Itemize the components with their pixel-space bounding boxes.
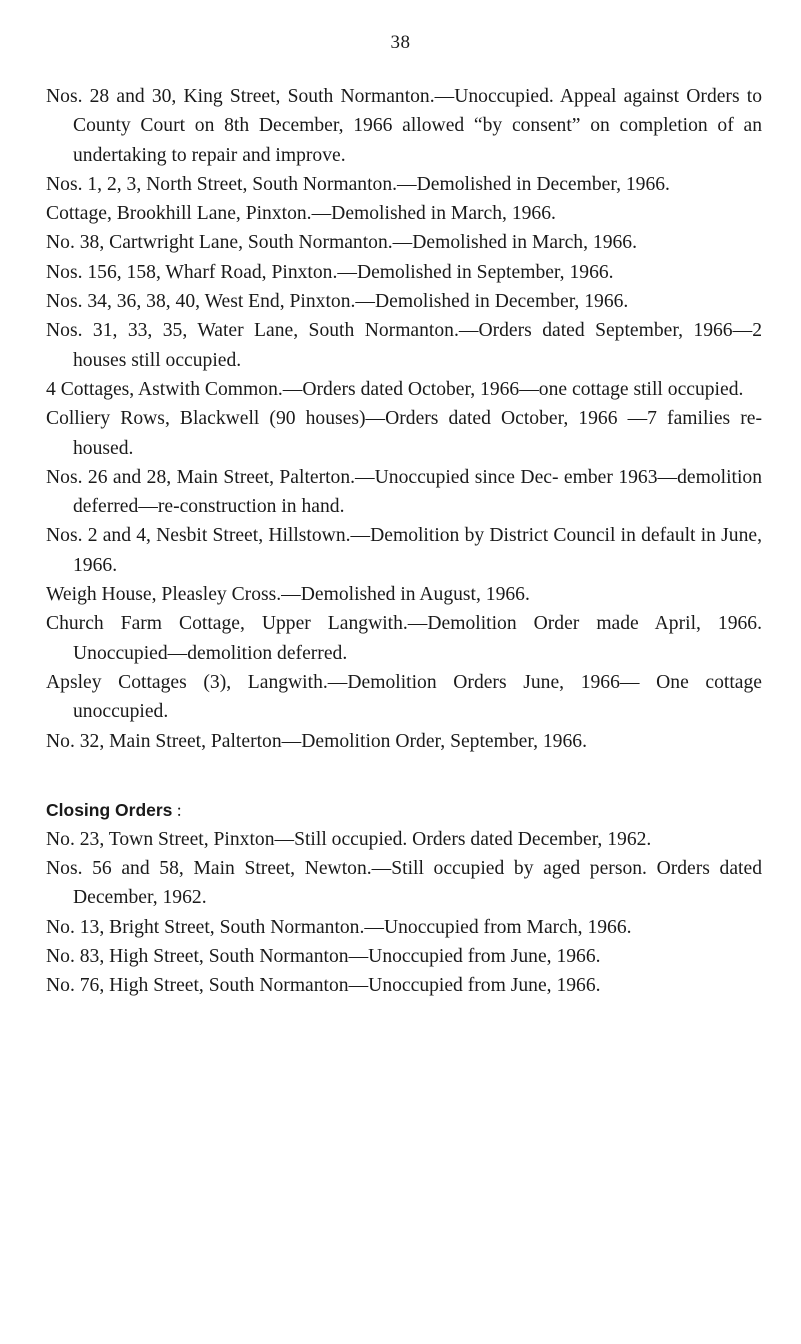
closing-orders-heading-colon: : <box>172 799 182 820</box>
entry-king-street: Nos. 28 and 30, King Street, South Normanton.—Unoccupied. Appeal against Orders to County Court on 8th December, 1966 allowed “by consent” on completion of an undertaking to repair and improve. <box>46 86 762 166</box>
closing-order-town-street: No. 23, Town Street, Pinxton—Still occupied. Orders dated December, 1962. <box>46 828 652 850</box>
closing-order-main-street-newton: Nos. 56 and 58, Main Street, Newton.—Still occupied by aged person. Orders dated December, 1962. <box>46 858 762 909</box>
page-body <box>46 82 762 1001</box>
entry-apsley-cottages: Apsley Cottages (3), Langwith.—Demolition Orders June, 1966— One cottage unoccupied. <box>46 671 762 723</box>
page-number: 38 <box>390 32 411 53</box>
entry-nesbit-street: Nos. 2 and 4, Nesbit Street, Hillstown.—Demolition by District Council in default in June, 1966. <box>46 525 762 576</box>
closing-order-bright-street: No. 13, Bright Street, South Normanton.—Unoccupied from March, 1966. <box>46 916 632 938</box>
entry-astwith-common: 4 Cottages, Astwith Common.—Orders dated October, 1966—one cottage still occupied. <box>46 378 744 400</box>
closing-order-no-76-high-street: No. 76, High Street, South Normanton—Unoccupied from June, 1966. <box>46 975 601 997</box>
closing-orders-heading <box>46 796 762 825</box>
entry-no-32-main-street: No. 32, Main Street, Palterton—Demolition Order, September, 1966. <box>46 730 587 752</box>
entry-church-farm-cottage: Church Farm Cottage, Upper Langwith.—Demolition Order made April, 1966. Unoccupied—demolition deferred. <box>46 613 762 664</box>
entry-weigh-house: Weigh House, Pleasley Cross.—Demolished in August, 1966. <box>46 584 530 606</box>
entry-wharf-road: Nos. 156, 158, Wharf Road, Pinxton.—Demolished in September, 1966. <box>46 261 614 283</box>
entry-north-street: Nos. 1, 2, 3, North Street, South Normanton.—Demolished in December, 1966. <box>46 173 670 195</box>
closing-order-no-83-high-street: No. 83, High Street, South Normanton—Unoccupied from June, 1966. <box>46 946 601 968</box>
entry-brookhill-lane: Cottage, Brookhill Lane, Pinxton.—Demolished in March, 1966. <box>46 203 556 225</box>
entry-west-end: Nos. 34, 36, 38, 40, West End, Pinxton.—Demolished in December, 1966. <box>46 291 629 313</box>
entry-water-lane: Nos. 31, 33, 35, Water Lane, South Normanton.—Orders dated September, 1966—2 houses still occupied. <box>46 320 762 371</box>
entry-colliery-rows: Colliery Rows, Blackwell (90 houses)—Orders dated October, 1966 —7 families re-housed. <box>46 408 762 459</box>
entry-main-street-palterton: Nos. 26 and 28, Main Street, Palterton.—Unoccupied since Dec- ember 1963—demolition deferred—re-construction in hand. <box>46 466 762 518</box>
closing-orders-heading-text: Closing Orders <box>46 799 173 820</box>
entry-cartwright-lane: No. 38, Cartwright Lane, South Normanton.—Demolished in March, 1966. <box>46 232 637 254</box>
